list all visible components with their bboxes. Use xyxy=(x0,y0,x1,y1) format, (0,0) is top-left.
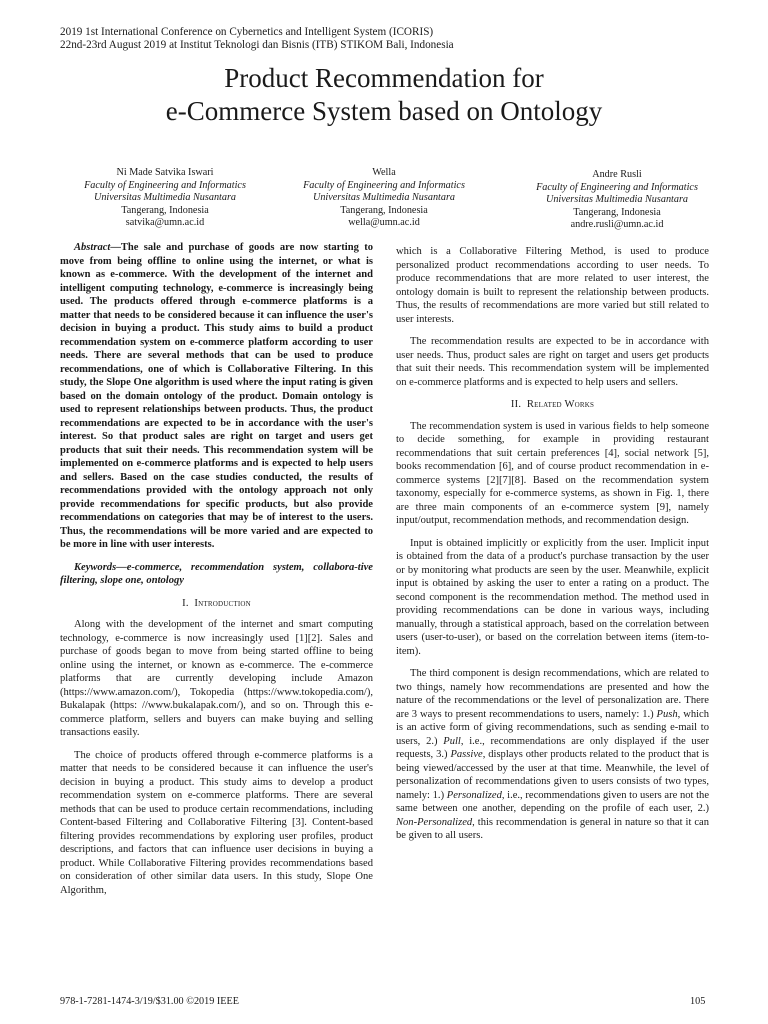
paper-title-line-2: e-Commerce System based on Ontology xyxy=(165,96,603,126)
page-number: 105 xyxy=(690,996,706,1007)
author-block-2 xyxy=(264,167,504,230)
text-run: , displays other products related to the product that is being viewed/accessed by the user at that time. Meanwhile, the level of personalization of recommendations given to users consists of two types, namely: 1.) xyxy=(396,749,709,801)
author-university: Universitas Multimedia Nusantara xyxy=(312,192,456,203)
section-number: II. xyxy=(510,399,522,410)
author-block-3 xyxy=(497,169,737,232)
conference-line-2: 22nd-23rd August 2019 at Institut Teknologi dan Bisnis (ITB) STIKOM Bali, Indonesia xyxy=(60,39,454,51)
author-name: Ni Made Satvika Iswari xyxy=(116,167,214,178)
section-heading-introduction xyxy=(60,597,373,611)
section-heading-related-works xyxy=(396,398,709,412)
section-number: I. xyxy=(182,597,189,609)
text-run: , i.e., recommendations given to users are not the same between one another, depending on the profile of each user, 2.) xyxy=(396,789,709,814)
author-name: Andre Rusli xyxy=(592,169,642,180)
left-column xyxy=(60,241,373,906)
author-email: andre.rusli@umn.ac.id xyxy=(570,219,664,230)
body-paragraph: The choice of products offered through e-commerce platforms is a matter that needs to be considered because it can influence the user's decision in buying a product. This study aims to develop a product recommendation system on e-commerce platforms. There are several methods that can be used to produce certain recommendations, including Content-based Filtering and Collaborative Filtering [3]. Content-based filtering provides recommendations by exploring user profiles, product descriptions, and factors that can influence user decisions in buying a product. While Collaborative Filtering provides recommendations based on consideration of other similar data users. In this study, Slope One Algorithm, xyxy=(60,749,373,896)
author-faculty: Faculty of Engineering and Informatics xyxy=(303,179,465,191)
footer-isbn: 978-1-7281-1474-3/19/$31.00 ©2019 IEEE xyxy=(60,996,239,1007)
term-personalized: Personalized xyxy=(446,789,502,801)
keywords-paragraph xyxy=(60,561,373,588)
text-run: , which is an active form of giving recommendations, such as sending e-mail to users, 2.) xyxy=(396,708,709,747)
abstract-lead: Abstract xyxy=(74,242,111,253)
paper-title-line-1: Product Recommendation for xyxy=(224,63,544,93)
author-name: Wella xyxy=(372,167,396,178)
author-city: Tangerang, Indonesia xyxy=(121,204,209,216)
abstract-text: —The sale and purchase of goods are now starting to move from being offline to online using the internet, or what is known as e-commerce. With the development of the internet and intelligent computing technology, e-commerce is increasingly being used. The products offered through e-commerce platforms is a matter that needs to be considered because it can influence the user's decision in buying a product. This study aims to build a product recommendation system on e-commerce platform according to user needs. There are several methods that can be used to produce recommendations, one of which is Collaborative Filtering. In this study, the Slope One algorithm is used where the input rating is given based on the domain ontology of the product. Domain ontology is used to represent relationships between products. Thus, the product recommendations are expected to be in accordance with the user's interest. So that product sales are right on target and users get products that suit their needs. This recommendation system will be implemented on e-commerce platforms and is expected to help users and sellers. Based on the case studies conducted, the results of recommendations provided with the ontology approach not only provide recommendations for specific products, but also provide recommendations on categories that may be of interest to the users. Thus, the recommendations will be more varied and are expected to be more in line with user interests. xyxy=(60,242,373,550)
term-passive: Passive xyxy=(450,749,483,760)
term-pull: Pull xyxy=(443,735,461,747)
author-faculty: Faculty of Engineering and Informatics xyxy=(536,181,698,193)
body-paragraph: The recommendation system is used in various fields to help someone to decide something, for example in providing restaurant recommendations that suit certain preferences [4], social network [5], books recommendation [6], and of course product recommendation in e-commerce systems [2][7][8]. Based on the recommendation system taxonomy, especially for e-commerce systems, as shown in Fig. 1, there are three main components of an e-commerce system [9], namely input/output, recommendation methods, and recommendation design. xyxy=(396,420,709,526)
text-run: , i.e., recommendations are only displayed if the user requests, 3.) xyxy=(396,735,709,760)
body-paragraph: Along with the development of the internet and smart computing technology, e-commerce is now increasingly used [1][2]. Sales and purchase of goods began to move from being started offline to being online using the internet, or known as e-commerce. The e-commerce platforms that are currently developing include Amazon (https://www.amazon.com/), Tokopedia (https://www.tokopedia.com/), Bukalapak (https: //www.bukalapak.com/), and so on. Through this e-commerce platform, sellers and buyers can make buying and selling transactions easily. xyxy=(60,619,373,738)
author-university: Universitas Multimedia Nusantara xyxy=(545,194,689,205)
conference-line-1: 2019 1st International Conference on Cybernetics and Intelligent System (ICORIS) xyxy=(60,26,434,38)
right-column xyxy=(396,245,709,852)
body-paragraph: which is a Collaborative Filtering Method, is used to produce personalized product recommendations according to user needs. To produce recommendations that are more related to user interest, the ontology domain is built to represent the relationship between products. Thus, the results of recommendations are more varied but still related to user interests. xyxy=(396,246,709,325)
body-paragraph xyxy=(396,667,709,843)
body-paragraph: The recommendation results are expected to be in accordance with user needs. Thus, product sales are right on target and users get products that suit their needs. This recommendation system will be implemented on e-commerce platforms and is expected to help users and sellers. xyxy=(396,336,709,388)
author-university: Universitas Multimedia Nusantara xyxy=(93,192,237,203)
abstract-paragraph xyxy=(60,241,373,552)
author-city: Tangerang, Indonesia xyxy=(340,204,428,216)
author-block-1 xyxy=(45,167,285,230)
section-title: Introduction xyxy=(194,597,251,609)
body-paragraph: Input is obtained implicitly or explicitly from the user. Implicit input is obtained from the data of a product's purchase transaction by the user or by monitoring what products are seen by the user. Meanwhile, explicit input is obtained by asking the user to enter a rating on a product. The second component is the recommendation method. The method used in providing recommendations can be done in various ways, including manually, through a statistical approach, based on the correlation between users (user-to-user), or based on the correlation between items (item-to-item). xyxy=(396,537,709,657)
author-email: satvika@umn.ac.id xyxy=(125,217,205,228)
term-push: Push xyxy=(656,708,678,720)
keywords-text: Keywords—e-commerce, recommendation system, collabora-tive filtering, slope one, ontology xyxy=(60,561,373,586)
section-title: Related Works xyxy=(526,399,595,410)
text-run: The third component is design recommendations, which are related to two things, namely how recommendations are presented and how the nature of the recommendations or the level of personalization are. There are 3 ways to present recommendations to users, namely: 1.) xyxy=(396,668,709,720)
author-faculty: Faculty of Engineering and Informatics xyxy=(84,179,246,191)
term-non-personalized: Non-Personalized xyxy=(396,816,473,828)
author-email: wella@umn.ac.id xyxy=(348,217,420,228)
text-run: , this recommendation is general in nature so that it can be given to all users. xyxy=(396,816,709,841)
author-city: Tangerang, Indonesia xyxy=(573,206,661,218)
